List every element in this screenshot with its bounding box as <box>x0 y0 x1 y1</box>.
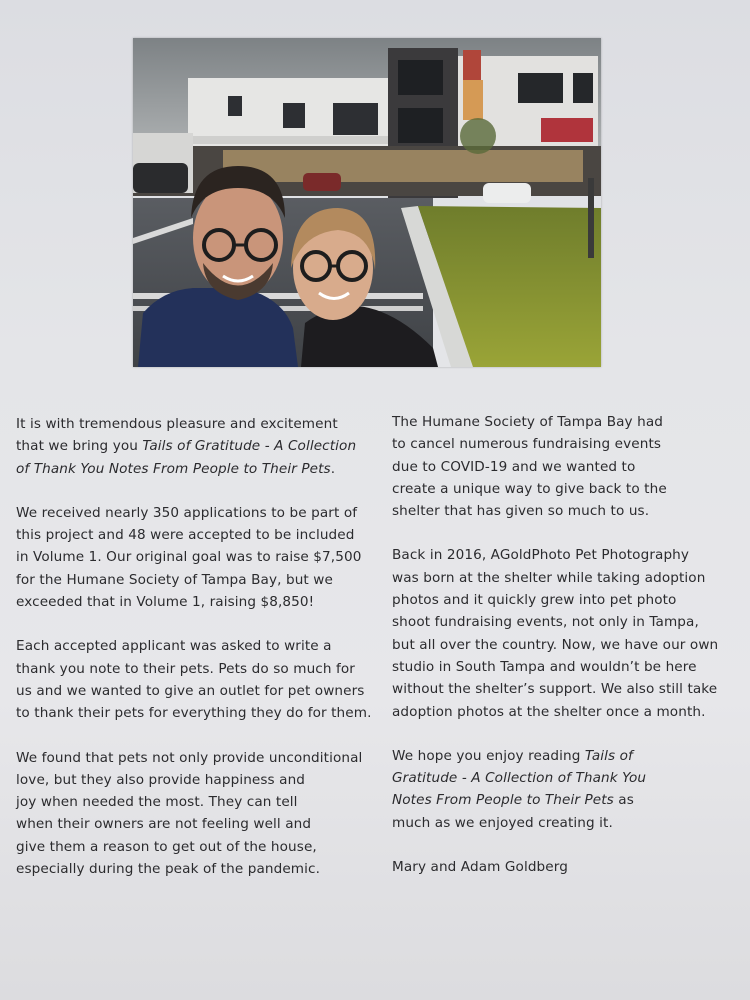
text-line: studio in South Tampa and wouldn’t be here <box>392 658 697 675</box>
text-line: We found that pets not only provide unconditional <box>16 749 363 766</box>
text-line: exceeded that in Volume 1, raising $8,850! <box>16 594 315 611</box>
book-title-text: Tails of <box>584 747 633 764</box>
book-title-text: Notes From People to Their Pets <box>392 792 614 809</box>
text-line <box>16 435 376 457</box>
text-line <box>16 458 376 480</box>
text-line: much as we enjoyed creating it. <box>392 814 613 831</box>
intro-paragraph-5 <box>392 411 722 522</box>
intro-left-column <box>16 413 376 902</box>
text-line <box>392 745 722 767</box>
text-line: thank you note to their pets. Pets do so much for <box>16 660 355 677</box>
text-line: give them a reason to get out of the house, <box>16 838 317 855</box>
text-line <box>392 789 722 811</box>
text-segment: that we bring you <box>16 438 143 455</box>
intro-paragraph-7 <box>392 745 722 834</box>
book-title-text: Tails of Gratitude - A Collection <box>142 438 357 455</box>
text-line: us and we wanted to give an outlet for pet owners <box>16 682 365 699</box>
text-segment: We hope you enjoy reading <box>392 747 585 764</box>
text-line: was born at the shelter while taking adoption <box>392 569 706 586</box>
text-line: but all over the country. Now, we have our own <box>392 636 719 653</box>
signature-text: Mary and Adam Goldberg <box>392 859 568 876</box>
text-line: love, but they also provide happiness and <box>16 771 306 788</box>
signature <box>392 856 722 878</box>
text-line: adoption photos at the shelter once a month. <box>392 703 706 720</box>
text-line: shelter that has given so much to us. <box>392 503 650 520</box>
text-line: to thank their pets for everything they do for them. <box>16 705 372 722</box>
text-line: Each accepted applicant was asked to write a <box>16 638 332 655</box>
text-line: photos and it quickly grew into pet photo <box>392 592 677 609</box>
text-line: We received nearly 350 applications to be part of <box>16 504 358 521</box>
text-line: The Humane Society of Tampa Bay had <box>392 414 663 430</box>
text-line: when their owners are not feeling well and <box>16 816 312 833</box>
intro-right-column <box>392 411 722 900</box>
intro-paragraph-3 <box>16 635 376 724</box>
text-line: for the Humane Society of Tampa Bay, but we <box>16 571 333 588</box>
book-title-text: Gratitude - A Collection of Thank You <box>392 770 647 787</box>
intro-paragraph-4 <box>16 747 376 881</box>
text-segment: . <box>330 460 336 477</box>
text-line: especially during the peak of the pandemic. <box>16 861 320 878</box>
shelter-selfie-photo <box>133 38 601 367</box>
text-line: shoot fundraising events, not only in Tampa, <box>392 614 699 631</box>
text-line: Back in 2016, AGoldPhoto Pet Photography <box>392 547 690 564</box>
text-line: in Volume 1. Our original goal was to raise $7,500 <box>16 549 362 566</box>
text-line: create a unique way to give back to the <box>392 480 667 497</box>
text-line: without the shelter’s support. We also still take <box>392 681 718 698</box>
intro-paragraph-2 <box>16 502 376 613</box>
intro-paragraph-6 <box>392 544 722 722</box>
text-line: It is with tremendous pleasure and excitement <box>16 416 338 432</box>
intro-paragraph-1 <box>16 413 376 480</box>
text-segment: as <box>613 792 634 809</box>
photo-illustration <box>133 38 601 367</box>
text-line: joy when needed the most. They can tell <box>16 794 298 811</box>
text-line <box>392 767 722 789</box>
text-line: due to COVID-19 and we wanted to <box>392 458 636 475</box>
book-title-text: of Thank You Notes From People to Their Pets <box>16 460 331 477</box>
text-line: to cancel numerous fundraising events <box>392 436 662 453</box>
text-line: this project and 48 were accepted to be included <box>16 527 355 544</box>
